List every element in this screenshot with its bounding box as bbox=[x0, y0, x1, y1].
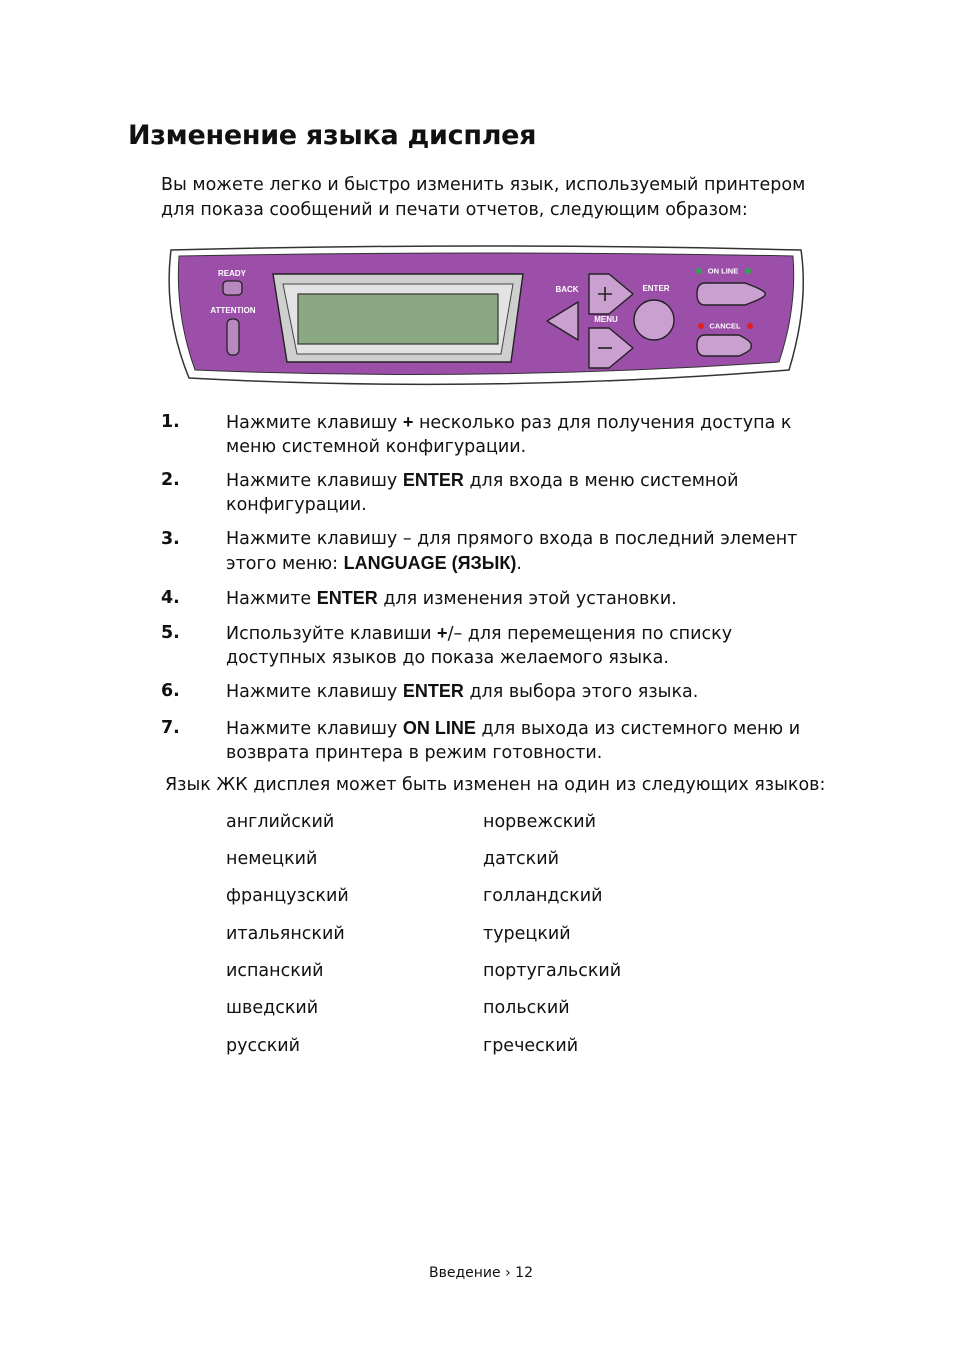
enter-button[interactable] bbox=[634, 300, 674, 340]
page-footer bbox=[429, 1265, 533, 1281]
online-led-right bbox=[745, 268, 751, 274]
language-item: норвежский bbox=[483, 812, 597, 832]
language-item: итальянский bbox=[226, 924, 345, 944]
cancel-label: CANCEL bbox=[709, 321, 741, 331]
lcd-screen bbox=[298, 294, 498, 344]
step-key: ENTER bbox=[402, 470, 464, 490]
cancel-led-left bbox=[698, 323, 704, 329]
step-item bbox=[161, 410, 841, 468]
step-item bbox=[161, 468, 841, 527]
menu-label: MENU bbox=[594, 315, 618, 324]
step-item bbox=[161, 716, 841, 774]
step-number: 6. bbox=[161, 681, 180, 701]
step-text: Нажмите клавишу bbox=[226, 719, 403, 739]
step-key: + bbox=[437, 623, 448, 643]
enter-label: ENTER bbox=[642, 284, 670, 293]
page-title: Изменение языка дисплея bbox=[128, 120, 537, 151]
step-key: LANGUAGE (ЯЗЫК) bbox=[343, 553, 517, 573]
language-item: французский bbox=[226, 886, 349, 906]
ready-label: READY bbox=[217, 269, 247, 278]
online-button[interactable] bbox=[697, 283, 765, 305]
language-item: португальский bbox=[483, 961, 622, 981]
language-item: голландский bbox=[483, 886, 603, 906]
step-text: Нажмите клавишу bbox=[226, 471, 403, 491]
step-key: ON LINE bbox=[402, 718, 476, 738]
step-text: для изменения этой установки. bbox=[377, 589, 677, 609]
step-item bbox=[161, 621, 841, 679]
step-text: . bbox=[516, 554, 522, 574]
step-key: ENTER bbox=[316, 588, 378, 608]
language-item: датский bbox=[483, 849, 559, 869]
languages-note: Язык ЖК дисплея может быть изменен на один из следующих языков: bbox=[165, 775, 826, 795]
language-item: польский bbox=[483, 998, 570, 1018]
footer-separator: › bbox=[505, 1265, 511, 1281]
step-item bbox=[161, 679, 841, 716]
language-item: испанский bbox=[226, 961, 324, 981]
ready-indicator bbox=[223, 281, 242, 295]
online-label: ON LINE bbox=[707, 266, 739, 276]
step-text: Нажмите клавишу bbox=[226, 413, 403, 433]
step-text: для входа в меню системной конфигурации. bbox=[226, 471, 739, 515]
step-number: 1. bbox=[161, 412, 180, 432]
step-item bbox=[161, 527, 841, 586]
step-text: для выбора этого языка. bbox=[463, 682, 699, 702]
step-key: ENTER bbox=[402, 681, 464, 701]
attention-indicator bbox=[227, 319, 239, 355]
steps-list bbox=[161, 410, 841, 774]
language-item: греческий bbox=[483, 1036, 579, 1056]
language-item: английский bbox=[226, 812, 335, 832]
step-text: /– для перемещения по списку доступных языков до показа желаемого языка. bbox=[226, 624, 733, 668]
step-number: 4. bbox=[161, 588, 180, 608]
cancel-button[interactable] bbox=[697, 335, 751, 356]
language-item: немецкий bbox=[226, 849, 318, 869]
control-panel-illustration bbox=[165, 244, 807, 390]
step-text: для выхода из системного меню и возврата принтера в режим готовности. bbox=[226, 719, 801, 763]
step-item bbox=[161, 586, 841, 621]
step-number: 7. bbox=[161, 718, 180, 738]
step-number: 2. bbox=[161, 470, 180, 490]
online-led-left bbox=[696, 268, 702, 274]
step-text: Нажмите bbox=[226, 589, 317, 609]
step-text: Нажмите клавишу – для прямого входа в последний элемент этого меню: bbox=[226, 529, 798, 574]
step-text: несколько раз для получения доступа к меню системной конфигурации. bbox=[226, 413, 792, 457]
cancel-led-right bbox=[747, 323, 753, 329]
language-item: русский bbox=[226, 1036, 301, 1056]
intro-text: Вы можете легко и быстро изменить язык, используемый принтером для показа сообщений и печати отчетов, следующим образом: bbox=[161, 175, 806, 220]
language-item: турецкий bbox=[483, 924, 571, 944]
step-text: Нажмите клавишу bbox=[226, 682, 403, 702]
step-text: Используйте клавиши bbox=[226, 624, 438, 644]
footer-section: Введение bbox=[429, 1265, 501, 1281]
step-key: + bbox=[402, 412, 414, 432]
attention-label: ATTENTION bbox=[210, 306, 256, 315]
footer-page-number: 12 bbox=[515, 1265, 533, 1281]
step-number: 3. bbox=[161, 529, 180, 549]
step-number: 5. bbox=[161, 623, 180, 643]
back-label: BACK bbox=[555, 285, 579, 294]
language-item: шведский bbox=[226, 998, 319, 1018]
